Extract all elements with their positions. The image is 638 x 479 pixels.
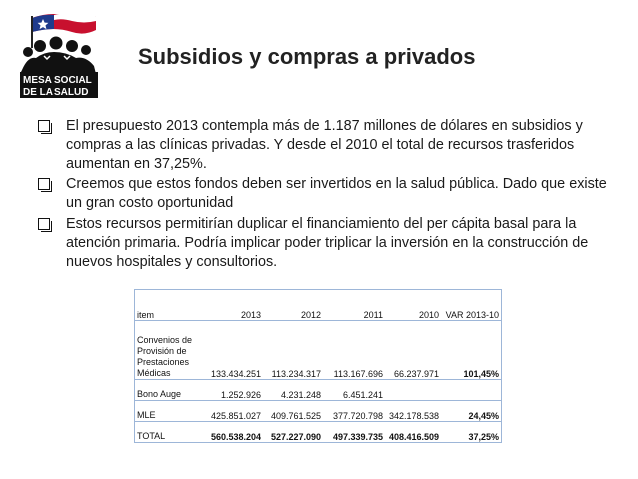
svg-text:SOCIAL: SOCIAL <box>54 75 92 86</box>
table-cell: 24,45% <box>468 411 499 421</box>
table-cell: 497.339.735 <box>332 432 383 442</box>
bullet-text: El presupuesto 2013 contempla más de 1.187 millones de dólares en subsidios y compras a las clínicas privadas. Y desde el 2010 el total de recursos trasferidos aumentan en 37,25%. <box>66 118 583 172</box>
table-cell: Bono Auge <box>137 389 182 399</box>
checkbox-bullet-icon <box>38 120 50 132</box>
slide-title: Subsidios y compras a privados <box>138 44 476 69</box>
svg-text:MESA: MESA <box>23 75 52 86</box>
table-cell <box>385 386 441 401</box>
table-header: 2013 <box>240 310 261 320</box>
table-cell: 66.237.971 <box>385 321 441 380</box>
mesa-social-logo <box>14 8 106 100</box>
table-cell: 1.252.926 <box>220 390 261 400</box>
checkbox-bullet-icon <box>38 178 50 190</box>
svg-text:SALUD: SALUD <box>54 87 89 98</box>
table-total-row <box>135 428 501 442</box>
bullet-item <box>38 175 623 213</box>
svg-text:DE LA: DE LA <box>23 87 53 98</box>
table-cell: TOTAL <box>137 431 166 441</box>
table-header: item <box>137 310 155 320</box>
table-row <box>135 407 501 422</box>
table-cell: 113.234.317 <box>263 321 323 380</box>
table-cell: MLE <box>137 410 156 420</box>
bullet-list <box>38 117 623 273</box>
table-header: 2012 <box>300 310 321 320</box>
table-cell: 425.851.027 <box>210 411 261 421</box>
bullet-item <box>38 215 623 271</box>
subsidies-table <box>134 289 502 443</box>
table-cell: 113.167.696 <box>323 321 385 380</box>
table-cell: 37,25% <box>468 432 499 442</box>
table-header: 2010 <box>418 310 439 320</box>
table-cell: 377.720.798 <box>332 411 383 421</box>
table-cell <box>441 386 501 401</box>
table-cell: 6.451.241 <box>342 390 383 400</box>
table-cell: 342.178.538 <box>388 411 439 421</box>
table-header-row <box>135 290 501 321</box>
table-cell: 409.761.525 <box>270 411 321 421</box>
table-cell: 133.434.251 <box>201 321 263 380</box>
table-header: VAR 2013-10 <box>445 310 499 320</box>
table-header: 2011 <box>363 310 383 320</box>
table-cell: 408.416.509 <box>388 432 439 442</box>
table-cell: Convenios de Provisión de Prestaciones Médicas <box>135 321 201 380</box>
table-cell: 101,45% <box>441 321 501 380</box>
table-row <box>135 321 501 380</box>
bullet-item <box>38 117 623 173</box>
bullet-text: Estos recursos permitirían duplicar el financiamiento del per cápita basal para la atención primaria. Podría implicar poder triplicar la inversión en la construcción de nuevos hospitales y consultorios. <box>66 215 589 270</box>
bullet-text: Creemos que estos fondos deben ser invertidos en la salud pública. Dado que existe un gran costo oportunidad <box>66 176 607 212</box>
checkbox-bullet-icon <box>38 218 50 230</box>
table-cell: 4.231.248 <box>280 390 321 400</box>
table-cell: 527.227.090 <box>270 432 321 442</box>
table-cell: 560.538.204 <box>210 432 261 442</box>
table-row <box>135 386 501 401</box>
